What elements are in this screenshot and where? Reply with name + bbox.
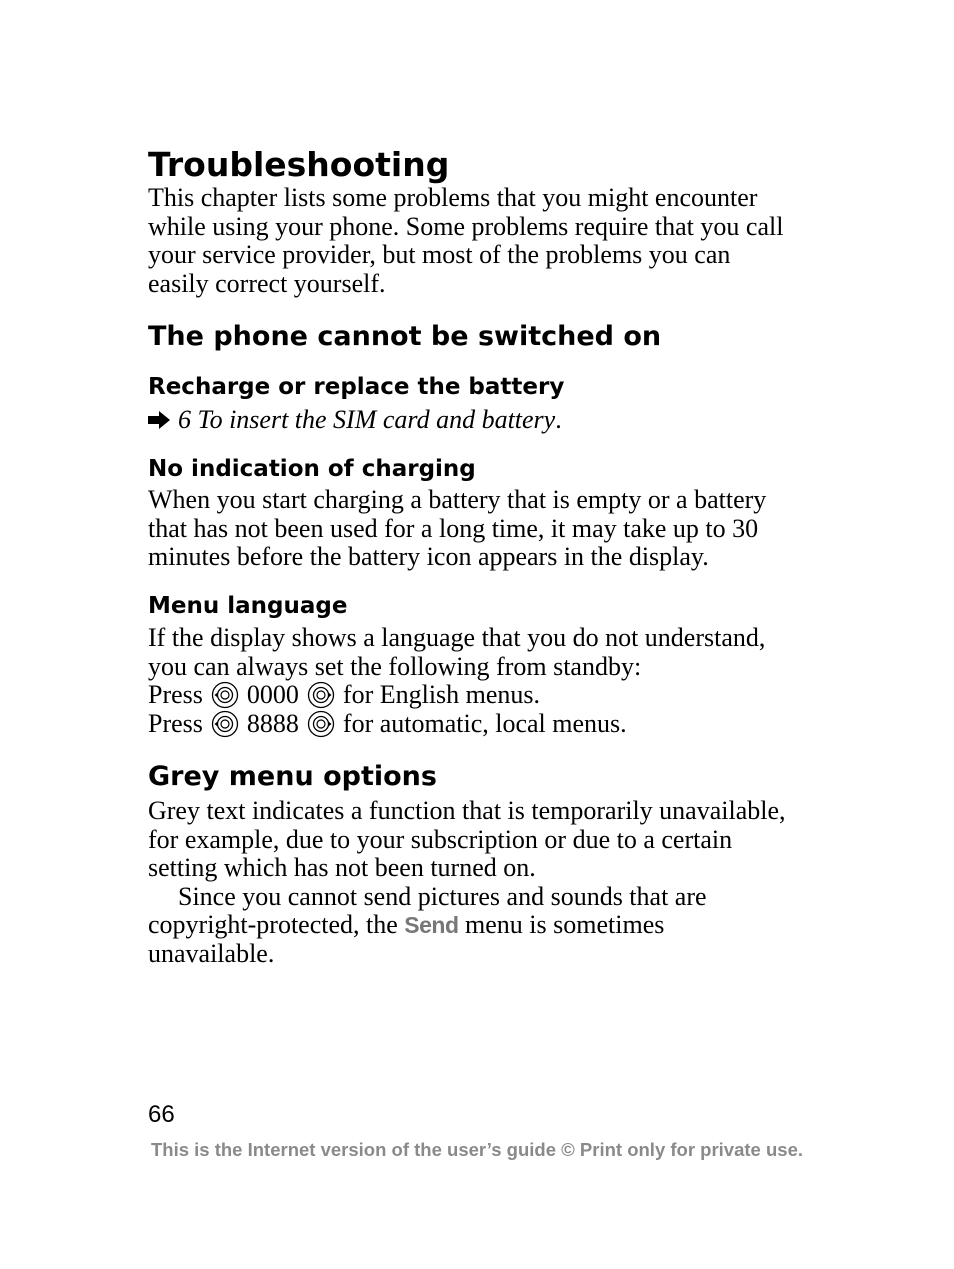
- grey-menu-line: for example, due to your subscription or due to a certain: [148, 824, 733, 854]
- subheading-menu-language: Menu language: [148, 593, 348, 619]
- intro-line: This chapter lists some problems that you might encounter: [148, 183, 758, 212]
- page-title: Troubleshooting: [148, 145, 450, 184]
- section-heading-grey-menu: Grey menu options: [148, 761, 437, 792]
- intro-line: while using your phone. Some problems require that you call: [148, 211, 784, 241]
- grey-menu-line: [148, 911, 786, 940]
- section-heading-switch-on: The phone cannot be switched on: [148, 321, 662, 352]
- menu-language-paragraph: [148, 624, 765, 738]
- cross-reference-period: .: [555, 405, 562, 434]
- grey-menu-line: Since you cannot send pictures and sounds that are: [178, 881, 707, 911]
- charging-paragraph: [148, 486, 766, 572]
- grey-menu-paragraph: [148, 797, 786, 969]
- send-menu-name: Send: [404, 912, 459, 939]
- arrow-right-icon: [147, 410, 171, 430]
- charging-line: that has not been used for a long time, it may take up to 30: [148, 513, 759, 543]
- cross-reference-text: 6 To insert the SIM card and battery: [178, 405, 556, 434]
- press-label: Press: [148, 708, 203, 738]
- intro-line: easily correct yourself.: [148, 268, 386, 298]
- page-number: 66: [148, 1101, 175, 1128]
- nav-key-right-icon: [307, 710, 335, 738]
- nav-key-right-icon: [307, 681, 335, 709]
- grey-menu-line: unavailable.: [148, 938, 275, 968]
- press-label: Press: [148, 680, 203, 710]
- subheading-recharge: Recharge or replace the battery: [148, 374, 565, 400]
- cross-reference[interactable]: [147, 407, 562, 433]
- charging-line: minutes before the battery icon appears in the display.: [148, 542, 709, 572]
- grey-menu-line: setting which has not been turned on.: [148, 853, 536, 883]
- press-suffix: for automatic, local menus.: [342, 708, 627, 738]
- charging-line: When you start charging a battery that is empty or a battery: [148, 485, 767, 514]
- nav-key-left-icon: [211, 710, 239, 738]
- menu-language-line: If the display shows a language that you do not understand,: [148, 623, 766, 652]
- grey-menu-line: Grey text indicates a function that is temporarily unavailable,: [148, 796, 786, 825]
- text-fragment: copyright-protected, the: [148, 910, 405, 940]
- intro-line: your service provider, but most of the problems you can: [148, 240, 731, 270]
- key-code: 8888: [246, 708, 299, 738]
- menu-language-line: you can always set the following from standby:: [148, 651, 642, 681]
- footer-notice: This is the Internet version of the user’s guide © Print only for private use.: [150, 1139, 803, 1160]
- text-fragment: menu is sometimes: [458, 910, 665, 940]
- intro-paragraph: [148, 184, 783, 298]
- subheading-charging: No indication of charging: [148, 456, 476, 482]
- press-line-automatic: [148, 710, 765, 739]
- press-suffix: for English menus.: [342, 680, 541, 710]
- key-code: 0000: [246, 680, 299, 710]
- nav-key-left-icon: [211, 681, 239, 709]
- press-line-english: [148, 681, 765, 710]
